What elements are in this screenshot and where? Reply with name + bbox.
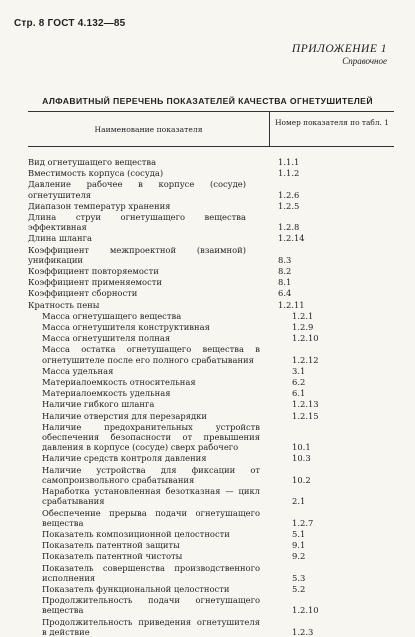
table-row xyxy=(28,300,394,310)
indicator-number: 5.2 xyxy=(292,583,306,594)
table-row xyxy=(28,179,394,199)
table-row xyxy=(28,551,394,561)
indicator-number: 5.3 xyxy=(292,572,306,583)
indicator-name: Наработка установленная безотказная — цикл срабатывания xyxy=(42,486,260,507)
indicator-name: Обеспечение прерыва подачи огнетушащего вещества xyxy=(42,507,260,528)
indicator-number: 1.2.12 xyxy=(292,354,319,365)
table-row xyxy=(28,529,394,539)
indicator-number: 1.2.10 xyxy=(292,605,319,616)
table-row xyxy=(28,388,394,398)
table-row xyxy=(28,277,394,287)
indicator-number: 8.1 xyxy=(278,277,292,288)
indicator-name: Материалоемкость относительная xyxy=(42,377,196,388)
table-row xyxy=(28,563,394,583)
table-row xyxy=(28,377,394,387)
indicator-number: 1.1.2 xyxy=(278,168,300,179)
indicator-number: 8.2 xyxy=(278,266,292,277)
indicator-number: 1.2.8 xyxy=(278,222,300,233)
indicator-name: Коэффициент повторяемости xyxy=(28,266,159,277)
indicator-name: Показатель патентной чистоты xyxy=(42,551,183,562)
indicator-number: 6.1 xyxy=(292,388,306,399)
table-row xyxy=(28,168,394,178)
indicator-name: Давление рабочее в корпусе (сосуде) огнетушителя xyxy=(28,179,246,200)
indicator-number: 1.2.5 xyxy=(278,200,300,211)
appendix-title: ПРИЛОЖЕНИЕ 1 xyxy=(291,43,387,55)
table-row xyxy=(28,465,394,485)
indicator-number: 8.3 xyxy=(278,254,292,265)
indicator-name: Наличие предохранительных устройств обеспечения безопасности от превышения давления в корпусе (сосуде) сверх рабочего xyxy=(42,421,260,453)
indicator-number: 1.2.15 xyxy=(292,410,319,421)
indicator-number: 9.2 xyxy=(292,551,306,562)
table-row xyxy=(28,266,394,276)
page-header: Стр. 8 ГОСТ 4.132—85 xyxy=(14,18,126,29)
indicator-number: 10.2 xyxy=(292,474,311,485)
indicator-number: 1.2.3 xyxy=(292,626,314,637)
column-header-number: Номер показателя по табл. 1 xyxy=(275,118,389,127)
table-row xyxy=(28,212,394,232)
table-row xyxy=(28,508,394,528)
indicator-name: Коэффициент применяемости xyxy=(28,277,162,288)
table-row xyxy=(28,584,394,594)
indicator-name: Коэффициент межпроектной (взаимной) унификации xyxy=(28,244,246,265)
indicator-name: Диапазон температур хранения xyxy=(28,200,171,211)
table-row xyxy=(28,366,394,376)
indicator-name: Масса огнетушителя конструктивная xyxy=(42,322,210,333)
indicator-name: Наличие гибкого шланга xyxy=(42,399,155,410)
indicator-name: Продолжительность подачи огнетушащего вещества xyxy=(42,595,260,616)
indicator-name: Масса огнетушителя полная xyxy=(42,333,171,344)
indicator-name: Показатель композиционной целостности xyxy=(42,528,230,539)
table-row xyxy=(28,288,394,298)
indicators-table xyxy=(28,111,394,637)
appendix-subtitle: Справочное xyxy=(342,56,387,66)
document-title: АЛФАВИТНЫЙ ПЕРЕЧЕНЬ ПОКАЗАТЕЛЕЙ КАЧЕСТВА ОГНЕТУШИТЕЛЕЙ xyxy=(42,96,373,106)
indicator-name: Вид огнетушащего вещества xyxy=(28,157,157,167)
indicator-name: Наличие отверстия для перезарядки xyxy=(42,410,207,421)
indicator-number: 1.2.11 xyxy=(278,299,305,310)
indicator-number: 6.4 xyxy=(278,288,292,299)
indicator-number: 10.3 xyxy=(292,453,311,464)
indicator-number: 5.1 xyxy=(292,528,306,539)
table-header xyxy=(28,112,394,147)
indicator-name: Показатель патентной защиты xyxy=(42,540,180,551)
indicator-name: Длина струи огнетушащего вещества эффективная xyxy=(28,212,246,233)
indicator-number: 1.2.13 xyxy=(292,399,319,410)
indicator-number: 1.2.1 xyxy=(292,310,314,321)
table-row xyxy=(28,399,394,409)
appendix-block xyxy=(292,43,387,66)
table-row xyxy=(28,540,394,550)
indicator-number: 10.1 xyxy=(292,442,311,453)
indicator-number: 2.1 xyxy=(292,496,306,507)
indicator-number: 1.2.10 xyxy=(292,333,319,344)
table-row xyxy=(28,201,394,211)
indicator-name: Масса огнетушащего вещества xyxy=(42,310,182,321)
table-row xyxy=(28,233,394,243)
table-row xyxy=(28,311,394,321)
table-row xyxy=(28,486,394,506)
indicator-name: Наличие средств контроля давления xyxy=(42,453,207,464)
table-row xyxy=(28,617,394,637)
indicator-number: 3.1 xyxy=(292,365,306,376)
indicator-number: 1.2.9 xyxy=(292,322,314,333)
table-row xyxy=(28,245,394,265)
indicator-name: Коэффициент сборности xyxy=(28,288,138,299)
table-row xyxy=(28,453,394,463)
table-row xyxy=(28,411,394,421)
indicator-name: Кратность пены xyxy=(28,299,100,310)
indicator-name: Показатель совершенства производственного исполнения xyxy=(42,562,260,583)
indicator-name: Длина шланга xyxy=(28,233,93,244)
table-row xyxy=(28,422,394,453)
indicator-number: 1.1.1 xyxy=(278,157,300,167)
table-row xyxy=(28,595,394,615)
table-row xyxy=(28,322,394,332)
indicator-number: 1.2.6 xyxy=(278,189,300,200)
indicator-name: Масса удельная xyxy=(42,365,114,376)
indicator-number: 9.1 xyxy=(292,540,306,551)
column-header-name: Наименование показателя xyxy=(94,125,203,134)
indicator-name: Наличие устройства для фиксации от самопроизвольного срабатывания xyxy=(42,464,260,485)
indicator-name: Материалоемкость удельная xyxy=(42,388,171,399)
indicator-name: Продолжительность приведения огнетушителя в действие xyxy=(42,616,260,637)
indicator-name: Масса остатка огнетушащего вещества в огнетушителе после его полного срабатывания xyxy=(42,344,260,365)
table-row xyxy=(28,157,394,167)
indicator-name: Показатель функциональной целостности xyxy=(42,583,230,594)
indicator-number: 1.2.7 xyxy=(292,517,314,528)
table-body xyxy=(28,157,394,637)
table-row xyxy=(28,344,394,364)
indicator-name: Вместимость корпуса (сосуда) xyxy=(28,168,164,179)
indicator-number: 6.2 xyxy=(292,377,306,388)
indicator-number: 1.2.14 xyxy=(278,233,305,244)
table-row xyxy=(28,333,394,343)
